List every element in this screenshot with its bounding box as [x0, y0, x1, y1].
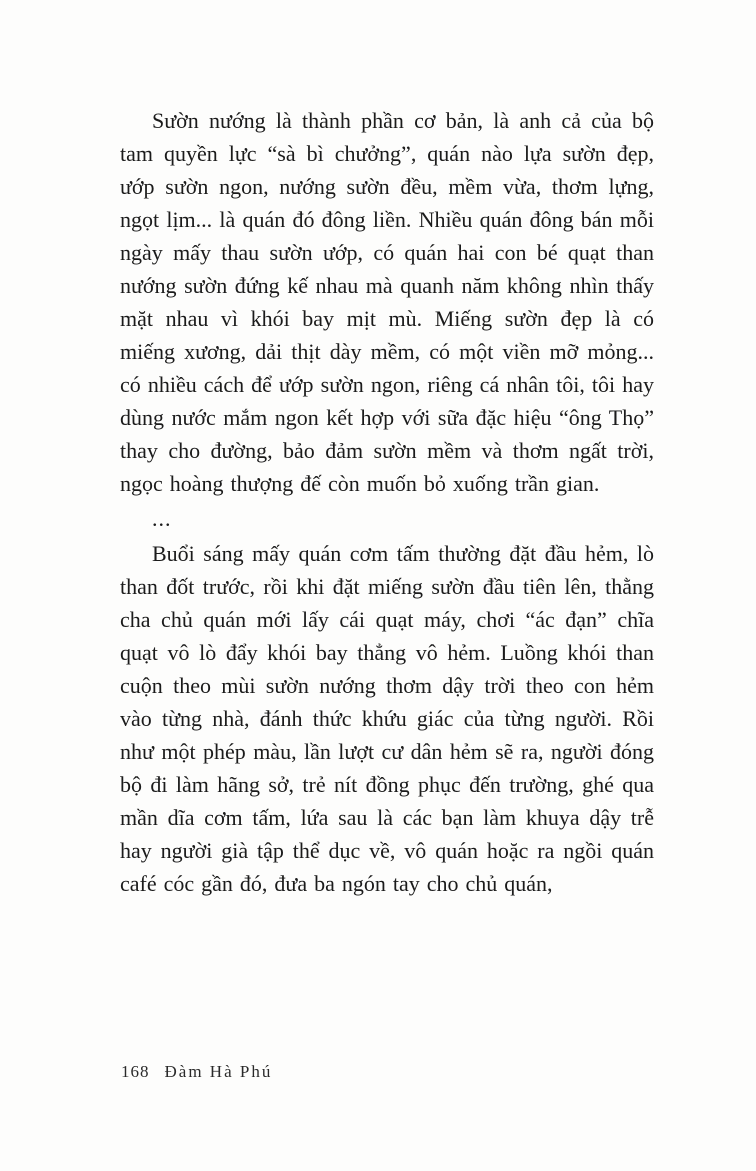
- ellipsis-separator: ...: [152, 506, 172, 531]
- paragraph-2: Buổi sáng mấy quán cơm tấm thường đặt đầu hẻm, lò than đốt trước, rồi khi đặt miếng sườn đầu tiên lên, thằng cha chủ quán mới lấy cái quạt máy, chơi “ác đạn” chĩa quạt vô lò đẩy khói bay thẳng vô hẻm. Luồng khói than cuộn theo mùi sườn nướng thơm dậy trời theo con hẻm vào từng nhà, đánh thức khứu giác của từng người. Rồi như một phép màu, lần lượt cư dân hẻm sẽ ra, người đóng bộ đi làm hãng sở, trẻ nít đồng phục đến trường, ghé qua mần dĩa cơm tấm, lứa sau là các bạn làm khuya dậy trễ hay người già tập thể dục về, vô quán hoặc ra ngồi quán café cóc gần đó, đưa ba ngón tay cho chủ quán,: [120, 541, 654, 896]
- page-number: 168: [121, 1062, 150, 1081]
- paragraph-1: Sườn nướng là thành phần cơ bản, là anh cả của bộ tam quyền lực “sà bì chưởng”, quán nào lựa sườn đẹp, ướp sườn ngon, nướng sườn đều, mềm vừa, thơm lựng, ngọt lịm... là quán đó đông liền. Nhiều quán đông bán mỗi ngày mấy thau sườn ướp, có quán hai con bé quạt than nướng sườn đứng kế nhau mà quanh năm không nhìn thấy mặt nhau vì khói bay mịt mù. Miếng sườn đẹp là có miếng xương, dải thịt dày mềm, có một viền mỡ mỏng... có nhiều cách để ướp sườn ngon, riêng cá nhân tôi, tôi hay dùng nước mắm ngon kết hợp với sữa đặc hiệu “ông Thọ” thay cho đường, bảo đảm sườn mềm và thơm ngất trời, ngọc hoàng thượng đế còn muốn bỏ xuống trần gian.: [120, 108, 654, 496]
- author-name: Đàm Hà Phú: [164, 1062, 273, 1081]
- page-footer: [121, 1062, 272, 1082]
- body-text: [120, 104, 654, 902]
